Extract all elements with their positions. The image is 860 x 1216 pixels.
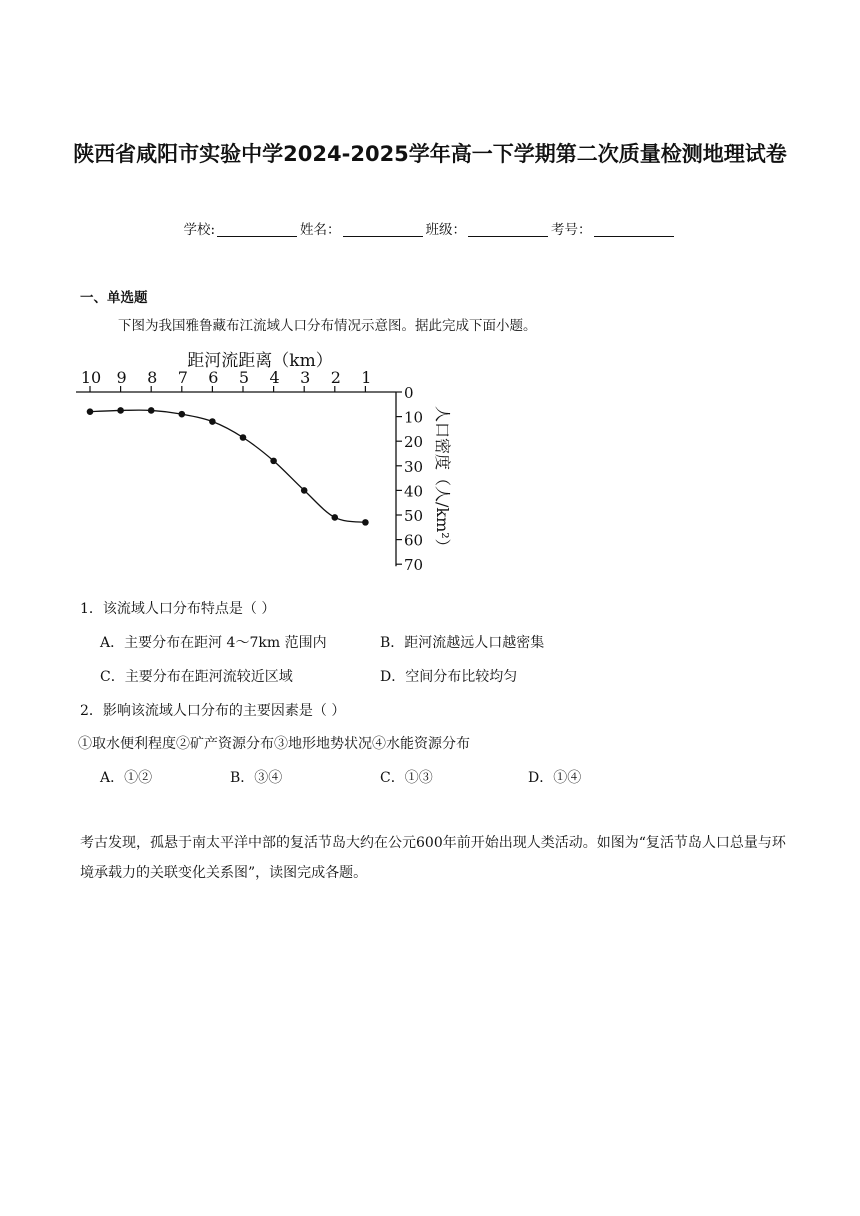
- x-tick-label: 2: [330, 368, 341, 387]
- data-point: [179, 411, 186, 418]
- q1-option-c[interactable]: C．主要分布在距河流较近区域: [100, 669, 293, 685]
- question-2-factors: ①取水便利程度②矿产资源分布③地形地势状况④水能资源分布: [78, 736, 470, 752]
- x-tick-label: 3: [300, 368, 311, 387]
- x-tick-label: 10: [80, 368, 102, 387]
- y-axis-title: 人口密度（人/km²）: [433, 406, 452, 555]
- y-tick-label: 70: [404, 556, 424, 575]
- x-tick-label: 8: [147, 368, 158, 387]
- class-label: 班级：: [425, 222, 467, 238]
- document-title: 陕西省咸阳市实验中学2024-2025学年高一下学期第二次质量检测地理试卷: [73, 142, 787, 166]
- data-point: [362, 519, 369, 526]
- number-label: 考号：: [551, 222, 592, 238]
- q1-option-d[interactable]: D．空间分布比较均匀: [380, 669, 518, 685]
- easter-island-intro: 考古发现，孤悬于南太平洋中部的复活节岛大约在公元600年前开始出现人类活动。如图为“复活节岛人口总量与环境承载力的关联变化关系图”，读图完成各题。: [80, 835, 786, 881]
- q2-option-b[interactable]: B．③④: [230, 770, 283, 786]
- x-axis-title: 距河流距离（km）: [187, 351, 333, 371]
- x-tick-label: 9: [116, 368, 127, 387]
- student-info-line: [0, 218, 860, 238]
- x-tick-label: 4: [269, 368, 280, 387]
- x-tick-label: 5: [238, 368, 250, 387]
- question-1-stem: 1．该流域人口分布特点是（ ）: [80, 601, 276, 617]
- x-tick-label: 1: [361, 368, 372, 387]
- school-blank[interactable]: [217, 222, 297, 237]
- data-point: [270, 458, 277, 465]
- y-tick-label: 30: [404, 457, 424, 476]
- y-tick-label: 40: [404, 482, 424, 501]
- q1-option-b[interactable]: B．距河流越远人口越密集: [380, 635, 545, 651]
- data-point: [87, 408, 94, 415]
- q1-option-a[interactable]: A．主要分布在距河 4～7km 范围内: [100, 635, 327, 651]
- q2-option-a[interactable]: A．①②: [100, 770, 153, 786]
- data-point: [332, 514, 339, 521]
- data-point: [148, 407, 155, 414]
- name-label: 姓名：: [300, 222, 341, 238]
- data-point: [117, 407, 124, 414]
- data-point: [301, 487, 308, 494]
- data-point: [240, 434, 247, 441]
- y-tick-label: 10: [404, 408, 424, 427]
- y-tick-label: 0: [404, 384, 414, 402]
- x-tick-label: 6: [208, 368, 219, 387]
- y-tick-label: 60: [404, 531, 424, 550]
- question-2-stem: 2．影响该流域人口分布的主要因素是（ ）: [80, 703, 346, 719]
- y-tick-label: 50: [404, 507, 424, 525]
- q2-option-c[interactable]: C．①③: [380, 770, 433, 786]
- population-density-chart: [70, 340, 450, 580]
- section-heading: 一、单选题: [80, 290, 148, 306]
- y-tick-label: 20: [404, 433, 424, 452]
- class-blank[interactable]: [468, 222, 548, 237]
- school-label: 学校:: [183, 222, 216, 238]
- data-point: [209, 418, 216, 425]
- x-tick-label: 7: [177, 368, 188, 387]
- density-line: [90, 410, 365, 522]
- q2-option-d[interactable]: D．①④: [528, 770, 582, 786]
- number-blank[interactable]: [594, 222, 674, 237]
- name-blank[interactable]: [343, 222, 423, 237]
- question-intro: 下图为我国雅鲁藏布江流域人口分布情况示意图。据此完成下面小题。: [118, 318, 537, 334]
